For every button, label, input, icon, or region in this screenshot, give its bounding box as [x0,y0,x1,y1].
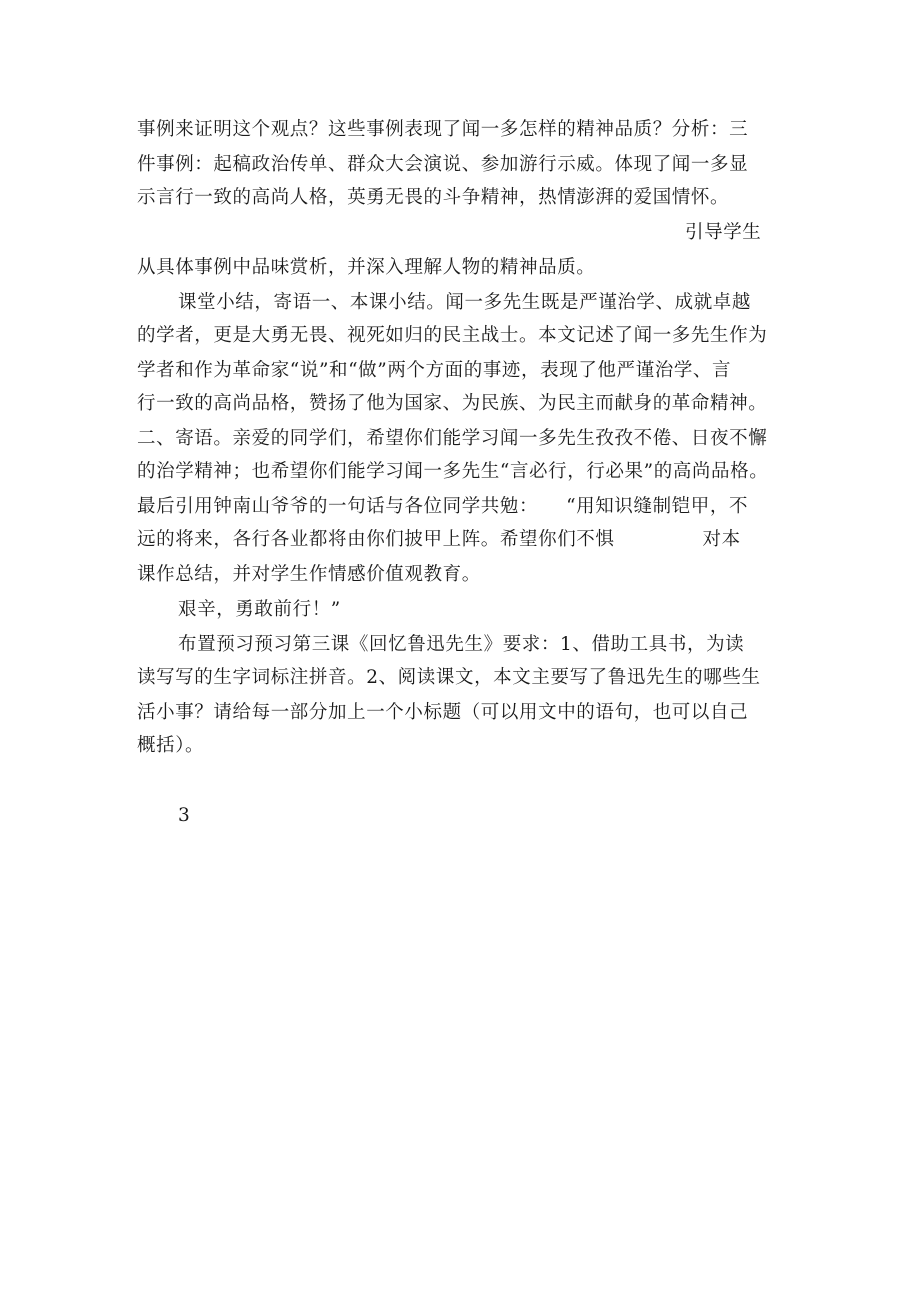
text-fragment: 远的将来，各行各业都将由你们披甲上阵。希望你们不惧 [137,529,615,550]
quote-fragment: “用知识缝制铠甲，不 [566,496,749,517]
text-line: 学者和作为革命家“说”和“做”两个方面的事迹，表现了他严谨治学、言 [137,360,732,381]
text-line: 课作总结，并对学生作情感价值观教育。 [137,564,481,585]
text-fragment: 对本 [702,529,741,550]
text-line: 件事例：起稿政治传单、群众大会演说、参加游行示威。体现了闻一多显 [137,154,749,175]
paragraph-heading-line: 课堂小结，寄语一、本课小结。闻一多先生既是严谨治学、成就卓越 [178,292,752,313]
text-line: 读写写的生字词标注拼音。2、阅读课文，本文主要写了鲁迅先生的哪些生 [137,667,761,688]
text-line: 引导学生 [685,222,762,243]
text-line: 行一致的高尚品格，赞扬了他为国家、为民族、为民主而献身的革命精神。 [137,393,768,414]
text-line: 活小事？请给每一部分加上一个小标题（可以用文中的语句，也可以自己 [137,702,749,723]
text-line [137,529,741,551]
text-line [137,496,748,518]
text-line: 示言行一致的高尚人格，英勇无畏的斗争精神，热情澎湃的爱国情怀。 [137,187,730,208]
text-line: 从具体事例中品味赏析，并深入理解人物的精神品质。 [137,257,596,278]
text-line: 事例来证明这个观点？这些事例表现了闻一多怎样的精神品质？分析：三 [137,119,749,140]
text-line: 二、寄语。亲爱的同学们，希望你们能学习闻一多先生孜孜不倦、日夜不懈 [137,428,768,449]
text-line: 的学者，更是大勇无畏、视死如归的民主战士。本文记述了闻一多先生作为 [137,325,768,346]
text-line: 的治学精神；也希望你们能学习闻一多先生“言必行，行必果”的高尚品格。 [137,461,769,482]
text-line: 艰辛，勇敢前行！” [178,599,341,620]
paragraph-heading-line: 布置预习预习第三课《回忆鲁迅先生》要求：1、借助工具书，为读 [178,634,745,655]
page-number: 3 [178,805,191,826]
text-line: 概括）。 [137,735,205,756]
text-fragment: 最后引用钟南山爷爷的一句话与各位同学共勉： [137,496,539,517]
